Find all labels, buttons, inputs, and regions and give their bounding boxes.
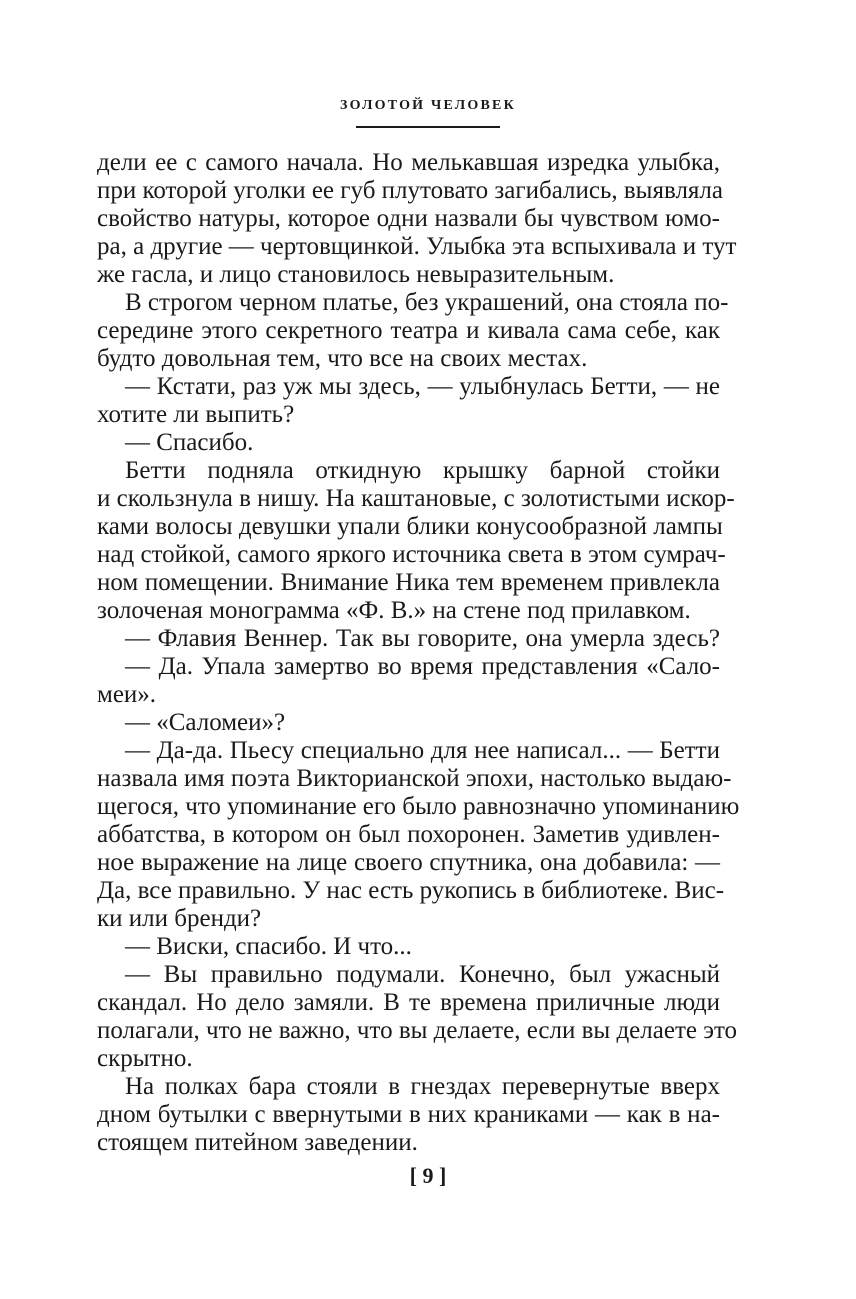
- text-line: дном бутылки с ввернутыми в них краниками — как в на-: [97, 1101, 720, 1128]
- text-line: скрытно.: [97, 1045, 193, 1072]
- text-line: — Да-да. Пьесу специально для нее написал... — Бетти: [125, 737, 720, 764]
- text-line: будто довольная тем, что все на своих местах.: [97, 345, 588, 372]
- text-line: и скользнула в нишу. На каштановые, с золотистыми искор-: [97, 485, 735, 512]
- text-line: ное выражение на лице своего спутника, она добавила: —: [97, 849, 720, 876]
- header-rule: [356, 126, 500, 128]
- text-line: полагали, что не важно, что вы делаете, если вы делаете это: [97, 1017, 738, 1044]
- text-line: назвала имя поэта Викторианской эпохи, настолько выдаю-: [97, 765, 732, 792]
- text-line: дели ее с самого начала. Но мелькавшая изредка улыбка,: [97, 149, 720, 176]
- text-line: ном помещении. Внимание Ника тем временем привлекла: [97, 569, 720, 596]
- text-line: — «Саломеи»?: [125, 709, 286, 736]
- text-line: — Виски, спасибо. И что...: [125, 933, 412, 960]
- text-line: ки или бренди?: [97, 905, 262, 932]
- text-line: Да, все правильно. У нас есть рукопись в библиотеке. Вис-: [97, 877, 725, 904]
- text-line: аббатства, в котором он был похоронен. Заметив удивлен-: [97, 821, 720, 848]
- running-head-title: ЗОЛОТОЙ ЧЕЛОВЕК: [340, 98, 516, 113]
- text-line: — Спасибо.: [125, 429, 254, 456]
- text-line: хотите ли выпить?: [97, 401, 295, 428]
- text-line: скандал. Но дело замяли. В те времена приличные люди: [97, 989, 720, 1016]
- text-line: при которой уголки ее губ плутовато загибались, выявляла: [97, 177, 724, 204]
- text-line: щегося, что упоминание его было равнозначно упоминанию: [97, 793, 740, 820]
- text-line: середине этого секретного театра и кивала сама себе, как: [97, 317, 720, 344]
- text-line: ра, а другие — чертовщинкой. Улыбка эта вспыхивала и тут: [97, 233, 737, 260]
- text-line: — Вы правильно подумали. Конечно, был ужасный: [125, 961, 720, 988]
- text-line: стоящем питейном заведении.: [97, 1129, 418, 1156]
- text-line: — Да. Упала замертво во время представления «Сало-: [125, 653, 720, 680]
- text-line: На полках бара стояли в гнездах перевернутые вверх: [125, 1073, 720, 1100]
- page-number: [ 9 ]: [409, 1163, 447, 1188]
- text-line: — Кстати, раз уж мы здесь, — улыбнулась Бетти, — не: [125, 373, 720, 400]
- text-line: ками волосы девушки упали блики конусообразной лампы: [97, 513, 723, 540]
- text-line: золоченая монограмма «Ф. В.» на стене под прилавком.: [97, 597, 691, 624]
- text-line: В строгом черном платье, без украшений, она стояла по-: [125, 289, 729, 316]
- text-line: над стойкой, самого яркого источника света в этом сумрач-: [97, 541, 726, 568]
- text-line: — Флавия Веннер. Так вы говорите, она умерла здесь?: [125, 625, 720, 652]
- text-line: меи».: [97, 681, 157, 708]
- text-line: свойство натуры, которое одни назвали бы чувством юмо-: [97, 205, 720, 232]
- text-line: же гасла, и лицо становилось невыразительным.: [97, 261, 615, 288]
- text-line: Бетти подняла откидную крышку барной стойки: [125, 457, 720, 484]
